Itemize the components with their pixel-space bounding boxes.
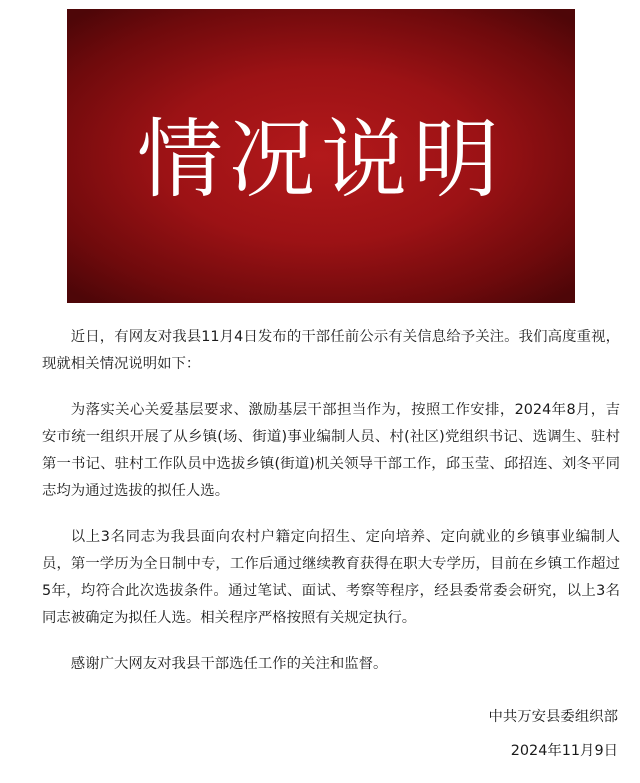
statement-body — [42, 324, 620, 697]
paragraph-background: 为落实关心关爱基层要求、激励基层干部担当作为，按照工作安排，2024年8月，吉安市统一组织开展了从乡镇(场、街道)事业编制人员、村(社区)党组织书记、选调生、驻村第一书记、驻村工作队员中选拔乡镇(街道)机关领导干部工作，邱玉莹、邱招连、刘冬平同志均为通过选拔的拟任人选。 — [42, 402, 620, 499]
signature-date: 2024年11月9日 — [510, 743, 618, 759]
banner-title: 情况说明 — [137, 110, 505, 210]
paragraph-thanks: 感谢广大网友对我县干部选任工作的关注和监督。 — [70, 656, 388, 672]
paragraph-intro: 近日，有网友对我县11月4日发布的干部任前公示有关信息给予关注。我们高度重视，现就相关情况说明如下： — [42, 329, 620, 372]
signature-organization: 中共万安县委组织部 — [488, 709, 618, 725]
signature-block — [488, 700, 618, 768]
paragraph-qualifications: 以上3名同志为我县面向农村户籍定向招生、定向培养、定向就业的乡镇事业编制人员，第一学历为全日制中专，工作后通过继续教育获得在职大专学历，目前在乡镇工作超过5年，均符合此次选拔条件。通过笔试、面试、考察等程序，经县委常委会研究，以上3名同志被确定为拟任人选。相关程序严格按照有关规定执行。 — [42, 529, 620, 626]
title-banner — [67, 9, 575, 303]
